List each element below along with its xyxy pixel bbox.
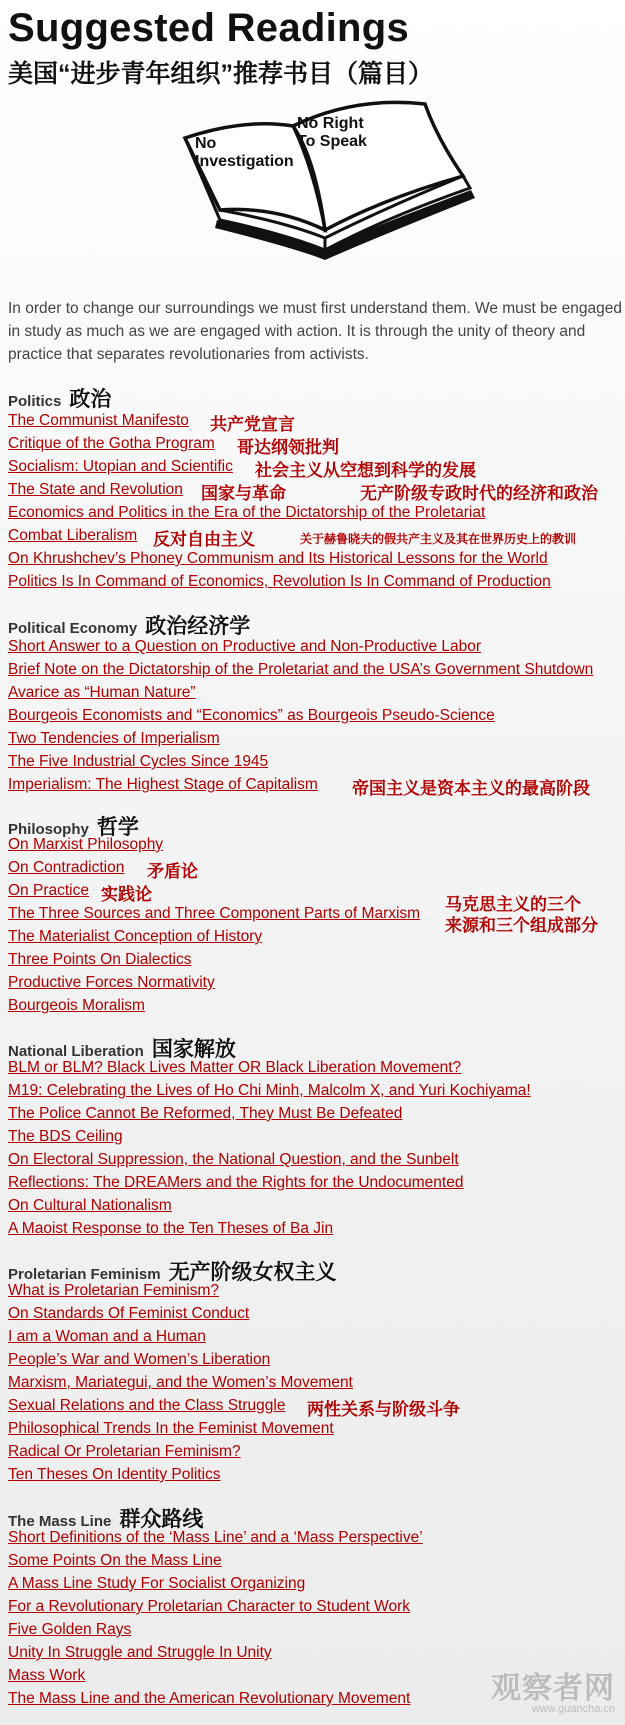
watermark bbox=[491, 1663, 615, 1715]
section-title-en: Philosophy bbox=[8, 821, 89, 838]
reading-link[interactable]: Critique of the Gotha Program bbox=[8, 435, 215, 452]
reading-link[interactable]: A Maoist Response to the Ten Theses of Ba Jin bbox=[8, 1220, 334, 1237]
reading-link[interactable]: Reflections: The DREAMers and the Rights for the Undocumented bbox=[8, 1174, 464, 1191]
reading-link[interactable]: Productive Forces Normativity bbox=[8, 974, 215, 991]
reading-link[interactable]: Avarice as “Human Nature” bbox=[8, 684, 196, 701]
reading-link[interactable]: On Marxist Philosophy bbox=[8, 836, 164, 853]
book-left-word-1: No bbox=[195, 135, 217, 152]
cn-annotation: 哥达纲领批判 bbox=[237, 438, 339, 457]
section-title-en: Political Economy bbox=[8, 620, 138, 637]
reading-link[interactable]: The Three Sources and Three Component Parts of Marxism bbox=[8, 905, 421, 922]
reading-link[interactable]: What is Proletarian Feminism? bbox=[8, 1282, 220, 1299]
reading-link[interactable]: Socialism: Utopian and Scientific bbox=[8, 458, 233, 475]
reading-link[interactable]: Brief Note on the Dictatorship of the Proletariat and the USA’s Government Shutdown bbox=[8, 661, 594, 678]
reading-link[interactable]: Unity In Struggle and Struggle In Unity bbox=[8, 1644, 272, 1661]
reading-link[interactable]: Three Points On Dialectics bbox=[8, 951, 192, 968]
reading-link[interactable]: Five Golden Rays bbox=[8, 1621, 132, 1638]
section-title-en: National Liberation bbox=[8, 1043, 144, 1060]
reading-link[interactable]: On Standards Of Feminist Conduct bbox=[8, 1305, 250, 1322]
reading-link[interactable]: The Five Industrial Cycles Since 1945 bbox=[8, 753, 269, 770]
section-title-cn: 政治经济学 bbox=[145, 615, 251, 638]
reading-link[interactable]: I am a Woman and a Human bbox=[8, 1328, 206, 1345]
reading-link[interactable]: Imperialism: The Highest Stage of Capitalism bbox=[8, 776, 318, 793]
reading-link[interactable]: On Cultural Nationalism bbox=[8, 1197, 172, 1214]
page-title: Suggested Readings bbox=[8, 6, 410, 50]
reading-link[interactable]: On Practice bbox=[8, 882, 89, 899]
section-title-cn: 无产阶级女权主义 bbox=[168, 1261, 337, 1284]
reading-link[interactable]: Mass Work bbox=[8, 1667, 86, 1684]
reading-link[interactable]: On Electoral Suppression, the National Question, and the Sunbelt bbox=[8, 1151, 459, 1168]
cn-annotation: 关于赫鲁晓夫的假共产主义及其在世界历史上的教训 bbox=[300, 532, 577, 546]
book-right-word-1: No Right bbox=[297, 115, 364, 132]
reading-link[interactable]: The Mass Line and the American Revolutionary Movement bbox=[8, 1690, 411, 1707]
section-title-cn: 群众路线 bbox=[119, 1508, 204, 1531]
cn-annotation: 社会主义从空想到科学的发展 bbox=[255, 461, 476, 480]
reading-link[interactable]: Two Tendencies of Imperialism bbox=[8, 730, 220, 747]
cn-annotation: 两性关系与阶级斗争 bbox=[307, 1400, 460, 1419]
reading-link[interactable]: Short Definitions of the ‘Mass Line’ and a ‘Mass Perspective’ bbox=[8, 1529, 423, 1546]
reading-link[interactable]: Economics and Politics in the Era of the Dictatorship of the Proletariat bbox=[8, 504, 486, 521]
reading-link[interactable]: Politics Is In Command of Economics, Revolution Is In Command of Production bbox=[8, 573, 551, 590]
cn-annotation: 实践论 bbox=[101, 885, 152, 904]
section-title-en: Politics bbox=[8, 393, 62, 410]
cn-annotation: 共产党宣言 bbox=[210, 415, 295, 434]
open-book-illustration bbox=[175, 98, 490, 263]
reading-link[interactable]: The Communist Manifesto bbox=[8, 412, 189, 429]
cn-annotation: 国家与革命 bbox=[201, 484, 286, 503]
reading-link[interactable]: Some Points On the Mass Line bbox=[8, 1552, 222, 1569]
reading-link[interactable]: The State and Revolution bbox=[8, 481, 183, 498]
section-heading-political-economy bbox=[8, 610, 250, 640]
reading-link[interactable]: Bourgeois Economists and “Economics” as Bourgeois Pseudo-Science bbox=[8, 707, 495, 724]
book-left-word-2: Investigation bbox=[195, 153, 294, 170]
section-title-cn: 政治 bbox=[69, 388, 112, 411]
reading-link[interactable]: The Materialist Conception of History bbox=[8, 928, 263, 945]
page-subtitle: 美国“进步青年组织”推荐书目（篇目） bbox=[8, 60, 434, 88]
reading-link[interactable]: On Khrushchev’s Phoney Communism and Its Historical Lessons for the World bbox=[8, 550, 548, 567]
intro-paragraph: In order to change our surroundings we must first understand them. We must be engaged in study as much as we are engaged with action. It is through the unity of theory and practice that separates revolutionaries from activists. bbox=[8, 300, 623, 363]
reading-link[interactable]: Short Answer to a Question on Productive and Non-Productive Labor bbox=[8, 638, 482, 655]
reading-link[interactable]: Sexual Relations and the Class Struggle bbox=[8, 1397, 286, 1414]
reading-link[interactable]: M19: Celebrating the Lives of Ho Chi Minh, Malcolm X, and Yuri Kochiyama! bbox=[8, 1082, 531, 1099]
book-right-word-2: To Speak bbox=[297, 133, 367, 150]
reading-link[interactable]: On Contradiction bbox=[8, 859, 125, 876]
reading-link[interactable]: For a Revolutionary Proletarian Character to Student Work bbox=[8, 1598, 411, 1615]
section-heading-politics bbox=[8, 383, 111, 413]
cn-annotation: 来源和三个组成部分 bbox=[445, 916, 598, 935]
reading-link[interactable]: Philosophical Trends In the Feminist Movement bbox=[8, 1420, 334, 1437]
cn-annotation: 马克思主义的三个 bbox=[445, 895, 581, 914]
watermark-text: 观察者网 bbox=[491, 1672, 615, 1705]
section-title-cn: 哲学 bbox=[96, 816, 139, 839]
watermark-url: www.guancha.cn bbox=[531, 1703, 615, 1715]
cn-annotation: 帝国主义是资本主义的最高阶段 bbox=[352, 779, 590, 798]
cn-annotation: 矛盾论 bbox=[147, 862, 198, 881]
reading-link[interactable]: Marxism, Mariategui, and the Women’s Movement bbox=[8, 1374, 353, 1391]
reading-link[interactable]: Bourgeois Moralism bbox=[8, 997, 145, 1014]
section-title-cn: 国家解放 bbox=[151, 1038, 236, 1061]
reading-link[interactable]: Radical Or Proletarian Feminism? bbox=[8, 1443, 241, 1460]
section-title-en: The Mass Line bbox=[8, 1513, 112, 1530]
cn-annotation: 反对自由主义 bbox=[153, 530, 255, 549]
reading-link[interactable]: A Mass Line Study For Socialist Organizing bbox=[8, 1575, 306, 1592]
reading-link[interactable]: Combat Liberalism bbox=[8, 527, 138, 544]
cn-annotation: 无产阶级专政时代的经济和政治 bbox=[360, 484, 598, 503]
reading-link[interactable]: People’s War and Women’s Liberation bbox=[8, 1351, 271, 1368]
reading-link[interactable]: The Police Cannot Be Reformed, They Must Be Defeated bbox=[8, 1105, 403, 1122]
reading-link[interactable]: BLM or BLM? Black Lives Matter OR Black Liberation Movement? bbox=[8, 1059, 462, 1076]
section-title-en: Proletarian Feminism bbox=[8, 1266, 161, 1283]
reading-link[interactable]: Ten Theses On Identity Politics bbox=[8, 1466, 221, 1483]
reading-link[interactable]: The BDS Ceiling bbox=[8, 1128, 123, 1145]
